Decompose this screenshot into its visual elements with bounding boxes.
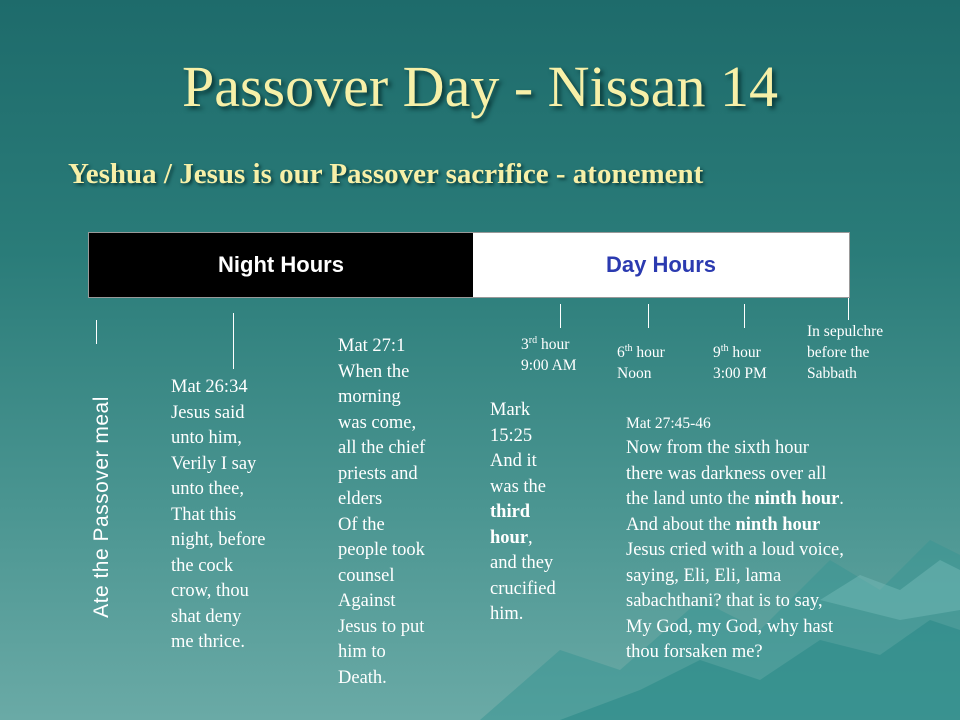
- mat-27-45-text: Now from the sixth hour there was darkness over all the land unto the ninth hour. And about the ninth hour Jesus cried with a loud voice, saying, Eli, Eli, lama sabachthani? that is to say, My God, my God, why hast thou forsaken me?: [626, 438, 844, 662]
- tick-9th-hour: [744, 304, 745, 328]
- mat-27-45-ref: Mat 27:45-46: [626, 415, 711, 432]
- mat-27-1-text: Mat 27:1 When the morning was come, all the chief priests and elders Of the people took counsel Against Jesus to put him to Death.: [338, 336, 426, 688]
- passover-meal-label: Ate the Passover meal: [90, 396, 113, 618]
- tick-mat2634: [233, 313, 234, 369]
- day-hours-segment: Day Hours: [473, 233, 849, 297]
- night-hours-segment: Night Hours: [89, 233, 473, 297]
- tick-3rd-hour: [560, 304, 561, 328]
- tick-passover: [96, 320, 97, 344]
- hour-9-label: 9th hour 3:00 PM: [713, 342, 767, 382]
- mat-26-34-text: Mat 26:34 Jesus said unto him, Verily I say unto thee, That this night, before the cock crow, thou shat deny me thrice.: [171, 377, 266, 652]
- tick-6th-hour: [648, 304, 649, 328]
- mark-15-25-text: Mark 15:25 And it was the third hour, and they crucified him.: [490, 400, 556, 624]
- page-subtitle: Yeshua / Jesus is our Passover sacrifice - atonement: [68, 158, 704, 190]
- page-title: Passover Day - Nissan 14: [181, 54, 779, 119]
- sepulchre-label: In sepulchre before the Sabbath: [807, 323, 884, 382]
- hour-6-label: 6th hour Noon: [617, 342, 665, 382]
- hour-3-label: 3rd hour 9:00 AM: [521, 334, 577, 374]
- tick-sepulchre: [848, 298, 849, 320]
- timeline-bar: [88, 232, 850, 298]
